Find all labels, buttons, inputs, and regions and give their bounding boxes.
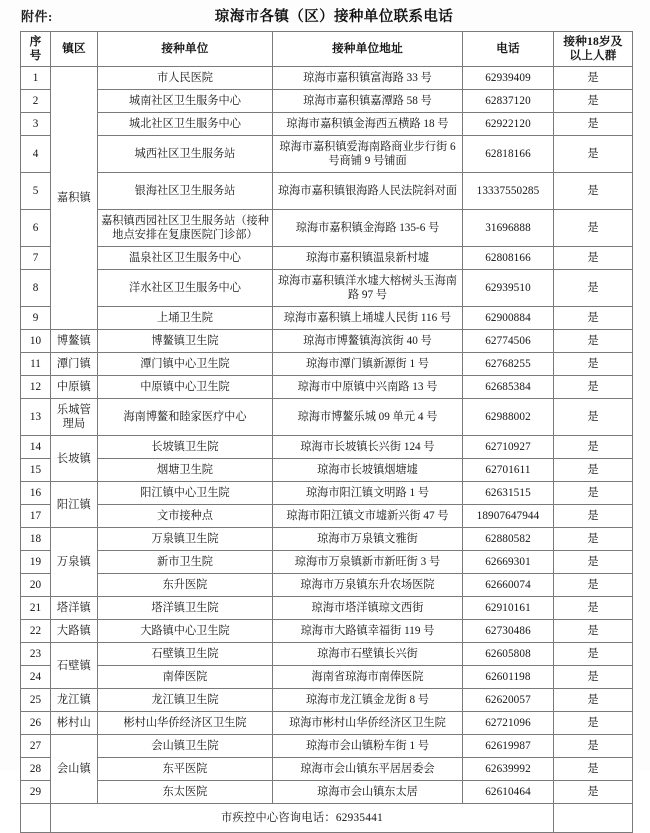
address-cell: 琼海市阳江镇文市墟新兴街 47 号 (273, 505, 463, 528)
phone-cell: 62880582 (463, 528, 554, 551)
phone-cell: 62837120 (463, 90, 554, 113)
age-group-cell: 是 (554, 735, 633, 758)
address-cell: 琼海市潭门镇新源街 1 号 (273, 353, 463, 376)
unit-name-cell: 东升医院 (98, 574, 273, 597)
phone-cell: 62818166 (463, 136, 554, 173)
table-row (21, 551, 633, 574)
address-cell: 琼海市嘉积镇上埇墟人民街 116 号 (273, 307, 463, 330)
table-row (21, 330, 633, 353)
town-cell: 会山镇 (51, 735, 98, 804)
table-row (21, 136, 633, 173)
table-row (21, 113, 633, 136)
unit-name-cell: 会山镇卫生院 (98, 735, 273, 758)
unit-name-cell: 万泉镇卫生院 (98, 528, 273, 551)
town-cell: 中原镇 (51, 376, 98, 399)
age-group-header-line1: 接种18岁及 (563, 35, 623, 48)
row-index-cell: 3 (21, 113, 51, 136)
phone-cell: 62730486 (463, 620, 554, 643)
unit-name-cell: 东太医院 (98, 781, 273, 804)
unit-name-cell: 城北社区卫生服务中心 (98, 113, 273, 136)
row-index-cell: 17 (21, 505, 51, 528)
row-index-cell: 20 (21, 574, 51, 597)
cdc-hotline-text: 市疾控中心咨询电话：62935441 (51, 804, 554, 833)
unit-name-cell: 洋水社区卫生服务中心 (98, 270, 273, 307)
age-group-cell: 是 (554, 270, 633, 307)
age-group-cell: 是 (554, 210, 633, 247)
table-row (21, 436, 633, 459)
table-row (21, 574, 633, 597)
table-row (21, 353, 633, 376)
index-header-line1: 序 (29, 35, 42, 48)
table-row (21, 620, 633, 643)
vaccination-sites-table (20, 31, 633, 833)
age-group-cell: 是 (554, 376, 633, 399)
unit-name-cell: 阳江镇中心卫生院 (98, 482, 273, 505)
address-cell: 琼海市彬村山华侨经济区卫生院 (273, 712, 463, 735)
age-group-cell: 是 (554, 482, 633, 505)
unit-name-cell: 南俸医院 (98, 666, 273, 689)
address-cell: 琼海市博鳌镇海滨街 40 号 (273, 330, 463, 353)
town-cell: 阳江镇 (51, 482, 98, 528)
table-header (21, 32, 633, 67)
row-index-cell: 13 (21, 399, 51, 436)
table-row (21, 689, 633, 712)
unit-name-cell: 潭门镇中心卫生院 (98, 353, 273, 376)
address-cell: 琼海市嘉积镇嘉潭路 58 号 (273, 90, 463, 113)
phone-cell: 31696888 (463, 210, 554, 247)
unit-name-cell: 温泉社区卫生服务中心 (98, 247, 273, 270)
row-index-cell: 6 (21, 210, 51, 247)
phone-cell: 13337550285 (463, 173, 554, 210)
phone-cell: 62910161 (463, 597, 554, 620)
address-cell: 琼海市塔洋镇琼文西街 (273, 597, 463, 620)
table-row (21, 270, 633, 307)
row-index-cell: 26 (21, 712, 51, 735)
age-group-cell: 是 (554, 712, 633, 735)
unit-name-cell: 博鳌镇卫生院 (98, 330, 273, 353)
table-row (21, 173, 633, 210)
table-body (21, 67, 633, 804)
row-index-cell: 11 (21, 353, 51, 376)
age-group-cell: 是 (554, 505, 633, 528)
table-row (21, 247, 633, 270)
row-index-cell: 10 (21, 330, 51, 353)
phone-cell: 62601198 (463, 666, 554, 689)
table-row (21, 505, 633, 528)
row-index-cell: 8 (21, 270, 51, 307)
column-header-town: 镇区 (51, 32, 98, 67)
town-cell: 大路镇 (51, 620, 98, 643)
phone-cell: 62721096 (463, 712, 554, 735)
age-group-cell: 是 (554, 173, 633, 210)
table-row (21, 307, 633, 330)
unit-name-cell: 石壁镇卫生院 (98, 643, 273, 666)
unit-name-cell: 新市卫生院 (98, 551, 273, 574)
column-header-age-group (554, 32, 633, 67)
row-index-cell: 2 (21, 90, 51, 113)
age-group-cell: 是 (554, 399, 633, 436)
age-group-cell: 是 (554, 551, 633, 574)
age-group-cell: 是 (554, 689, 633, 712)
town-cell: 石壁镇 (51, 643, 98, 689)
row-index-cell: 12 (21, 376, 51, 399)
row-index-cell: 29 (21, 781, 51, 804)
row-index-cell: 22 (21, 620, 51, 643)
row-index-cell: 15 (21, 459, 51, 482)
column-header-phone: 电话 (463, 32, 554, 67)
town-cell: 龙江镇 (51, 689, 98, 712)
age-group-cell: 是 (554, 781, 633, 804)
address-cell: 琼海市嘉积镇富海路 33 号 (273, 67, 463, 90)
row-index-cell: 18 (21, 528, 51, 551)
unit-name-cell: 银海社区卫生服务站 (98, 173, 273, 210)
table-row (21, 781, 633, 804)
table-row (21, 90, 633, 113)
row-index-cell: 9 (21, 307, 51, 330)
table-row (21, 67, 633, 90)
row-index-cell: 25 (21, 689, 51, 712)
address-cell: 琼海市万泉镇东升农场医院 (273, 574, 463, 597)
phone-cell: 62939409 (463, 67, 554, 90)
table-row (21, 643, 633, 666)
table-row (21, 459, 633, 482)
address-cell: 琼海市长坡镇长兴街 124 号 (273, 436, 463, 459)
age-group-header-line2: 以上人群 (569, 49, 617, 63)
town-cell: 塔洋镇 (51, 597, 98, 620)
phone-cell: 62669301 (463, 551, 554, 574)
phone-cell: 62631515 (463, 482, 554, 505)
address-cell: 琼海市会山镇东太居 (273, 781, 463, 804)
phone-cell: 62768255 (463, 353, 554, 376)
phone-cell: 62808166 (463, 247, 554, 270)
table-row (21, 735, 633, 758)
page-title: 琼海市各镇（区）接种单位联系电话 (214, 9, 454, 25)
age-group-cell: 是 (554, 643, 633, 666)
address-cell: 琼海市会山镇粉车街 1 号 (273, 735, 463, 758)
age-group-cell: 是 (554, 528, 633, 551)
phone-cell: 62774506 (463, 330, 554, 353)
phone-cell: 62639992 (463, 758, 554, 781)
table-footer (21, 804, 633, 833)
address-cell: 琼海市万泉镇文雅街 (273, 528, 463, 551)
table-row (21, 597, 633, 620)
town-cell: 彬村山 (51, 712, 98, 735)
phone-cell: 62660074 (463, 574, 554, 597)
phone-cell: 62619987 (463, 735, 554, 758)
attachment-label: 附件: (21, 9, 53, 24)
table-row (21, 758, 633, 781)
address-cell: 琼海市长坡镇烟塘墟 (273, 459, 463, 482)
age-group-cell: 是 (554, 113, 633, 136)
row-index-cell: 19 (21, 551, 51, 574)
row-index-cell: 28 (21, 758, 51, 781)
table-header-row (21, 32, 633, 67)
footer-row (21, 804, 633, 833)
unit-name-cell: 龙江镇卫生院 (98, 689, 273, 712)
table-row (21, 528, 633, 551)
table-row (21, 399, 633, 436)
unit-name-cell: 文市接种点 (98, 505, 273, 528)
row-index-cell: 5 (21, 173, 51, 210)
town-cell: 万泉镇 (51, 528, 98, 597)
address-cell: 琼海市龙江镇金龙街 8 号 (273, 689, 463, 712)
age-group-cell: 是 (554, 247, 633, 270)
table-row (21, 210, 633, 247)
document-header (0, 0, 650, 30)
unit-name-cell: 城南社区卫生服务中心 (98, 90, 273, 113)
unit-name-cell: 大路镇中心卫生院 (98, 620, 273, 643)
age-group-cell: 是 (554, 436, 633, 459)
town-cell: 长坡镇 (51, 436, 98, 482)
phone-cell: 62620057 (463, 689, 554, 712)
address-cell: 琼海市嘉积镇爱海南路商业步行街 6 号商铺 9 号铺面 (273, 136, 463, 173)
column-header-index (21, 32, 51, 67)
town-cell: 潭门镇 (51, 353, 98, 376)
age-group-cell: 是 (554, 330, 633, 353)
phone-cell: 62900884 (463, 307, 554, 330)
unit-name-cell: 上埇卫生院 (98, 307, 273, 330)
phone-cell: 62988002 (463, 399, 554, 436)
footer-blank-left (21, 804, 51, 833)
phone-cell: 62610464 (463, 781, 554, 804)
age-group-cell: 是 (554, 353, 633, 376)
address-cell: 琼海市大路镇幸福街 119 号 (273, 620, 463, 643)
phone-cell: 62605808 (463, 643, 554, 666)
address-cell: 琼海市中原镇中兴南路 13 号 (273, 376, 463, 399)
unit-name-cell: 市人民医院 (98, 67, 273, 90)
town-cell: 嘉积镇 (51, 67, 98, 330)
unit-name-cell: 嘉积镇西园社区卫生服务站（接种地点安排在复康医院门诊部） (98, 210, 273, 247)
row-index-cell: 23 (21, 643, 51, 666)
phone-cell: 62701611 (463, 459, 554, 482)
unit-name-cell: 中原镇中心卫生院 (98, 376, 273, 399)
address-cell: 琼海市万泉镇新市新旺街 3 号 (273, 551, 463, 574)
column-header-unit: 接种单位 (98, 32, 273, 67)
phone-cell: 62710927 (463, 436, 554, 459)
address-cell: 琼海市嘉积镇银海路人民法院斜对面 (273, 173, 463, 210)
age-group-cell: 是 (554, 90, 633, 113)
table-row (21, 712, 633, 735)
table-row (21, 376, 633, 399)
row-index-cell: 1 (21, 67, 51, 90)
address-cell: 琼海市阳江镇文明路 1 号 (273, 482, 463, 505)
age-group-cell: 是 (554, 574, 633, 597)
address-cell: 琼海市会山镇东平居居委会 (273, 758, 463, 781)
unit-name-cell: 彬村山华侨经济区卫生院 (98, 712, 273, 735)
column-header-address: 接种单位地址 (273, 32, 463, 67)
age-group-cell: 是 (554, 597, 633, 620)
unit-name-cell: 东平医院 (98, 758, 273, 781)
unit-name-cell: 海南博鳌和睦家医疗中心 (98, 399, 273, 436)
phone-cell: 62922120 (463, 113, 554, 136)
index-header-line2: 号 (29, 49, 42, 63)
age-group-cell: 是 (554, 67, 633, 90)
town-cell: 博鳌镇 (51, 330, 98, 353)
address-cell: 琼海市石壁镇长兴街 (273, 643, 463, 666)
row-index-cell: 4 (21, 136, 51, 173)
age-group-cell: 是 (554, 666, 633, 689)
unit-name-cell: 塔洋镇卫生院 (98, 597, 273, 620)
row-index-cell: 14 (21, 436, 51, 459)
row-index-cell: 7 (21, 247, 51, 270)
address-cell: 琼海市嘉积镇金海路 135-6 号 (273, 210, 463, 247)
address-cell: 海南省琼海市南俸医院 (273, 666, 463, 689)
phone-cell: 62939510 (463, 270, 554, 307)
age-group-cell: 是 (554, 136, 633, 173)
age-group-cell: 是 (554, 758, 633, 781)
phone-cell: 62685384 (463, 376, 554, 399)
address-cell: 琼海市博鳌乐城 09 单元 4 号 (273, 399, 463, 436)
unit-name-cell: 城西社区卫生服务站 (98, 136, 273, 173)
phone-cell: 18907647944 (463, 505, 554, 528)
footer-blank-right (554, 804, 633, 833)
table-row (21, 666, 633, 689)
address-cell: 琼海市嘉积镇金海西五横路 18 号 (273, 113, 463, 136)
age-group-cell: 是 (554, 307, 633, 330)
age-group-cell: 是 (554, 459, 633, 482)
row-index-cell: 27 (21, 735, 51, 758)
row-index-cell: 24 (21, 666, 51, 689)
row-index-cell: 21 (21, 597, 51, 620)
unit-name-cell: 烟塘卫生院 (98, 459, 273, 482)
age-group-cell: 是 (554, 620, 633, 643)
table-row (21, 482, 633, 505)
address-cell: 琼海市嘉积镇温泉新村墟 (273, 247, 463, 270)
unit-name-cell: 长坡镇卫生院 (98, 436, 273, 459)
town-cell: 乐城管理局 (51, 399, 98, 436)
address-cell: 琼海市嘉积镇洋水墟大榕树头玉海南路 97 号 (273, 270, 463, 307)
row-index-cell: 16 (21, 482, 51, 505)
